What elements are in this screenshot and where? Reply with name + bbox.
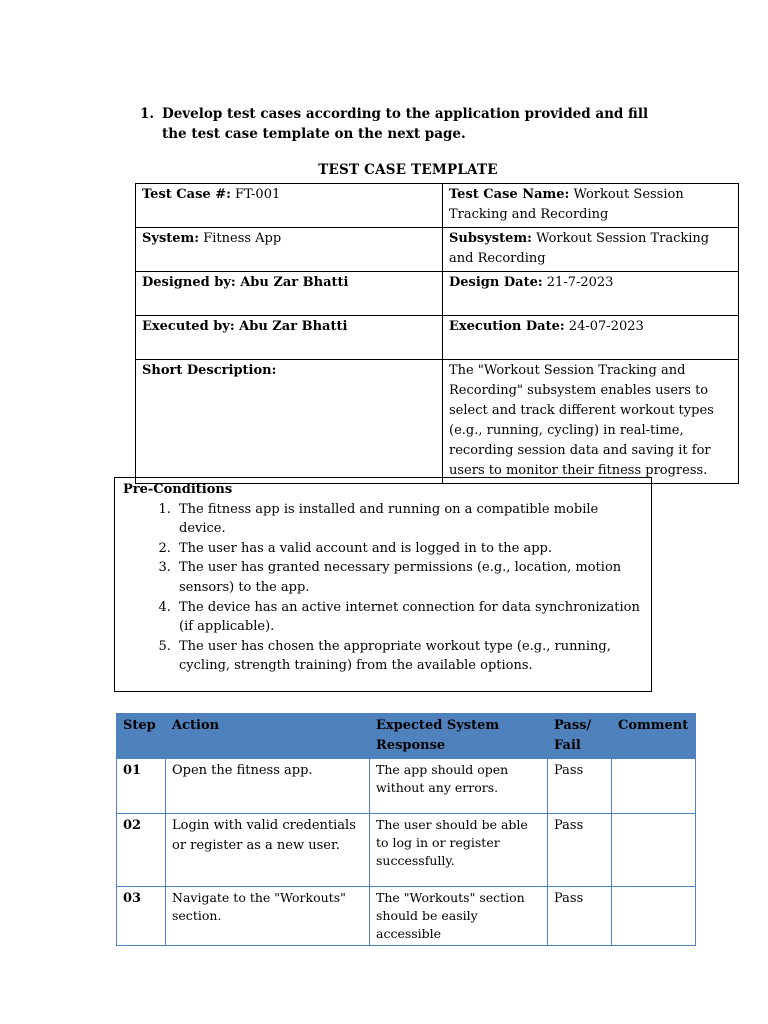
header-comment: Comment [612,714,696,759]
steps-table [116,713,696,946]
step-result: Pass [548,814,612,887]
instruction [140,104,680,144]
test-case-id-label: Test Case #: [142,187,231,202]
system-label: System: [142,231,200,246]
step-action: Open the fitness app. [166,759,370,814]
table-row [136,316,739,360]
executed-by-cell [136,316,443,360]
instruction-text: Develop test cases according to the application provided and fill the test case template on the next page. [162,106,649,142]
system-cell [136,228,443,272]
test-case-name-cell [443,184,739,228]
table-row [136,184,739,228]
execution-date-cell [443,316,739,360]
step-result: Pass [548,759,612,814]
subsystem-value: Workout Session Tracking and Recording [449,231,710,266]
step-expected: The app should open without any errors. [370,759,548,814]
step-expected: The user should be able to log in or register successfully. [370,814,548,887]
list-item: 5. The user has chosen the appropriate workout type (e.g., running, cycling, strength training) from the available options. [175,637,643,676]
step-comment [612,759,696,814]
step-number: 01 [117,759,166,814]
table-row [117,759,696,814]
short-description-value-cell [443,360,739,484]
test-case-name-label: Test Case Name: [449,187,570,202]
header-expected: Expected System Response [370,714,548,759]
preconditions-title: Pre-Conditions [123,482,233,497]
subsystem-label: Subsystem: [449,231,532,246]
list-item: 4. The device has an active internet connection for data synchronization (if applicable). [175,598,643,637]
step-number: 02 [117,814,166,887]
step-action: Navigate to the "Workouts" section. [166,887,370,946]
list-item: 1. The fitness app is installed and running on a compatible mobile device. [175,500,643,539]
test-case-id-value: FT-001 [230,187,281,202]
preconditions-list [123,500,643,676]
steps-header-row [117,714,696,759]
table-row [117,887,696,946]
design-date-cell [443,272,739,316]
subsystem-cell [443,228,739,272]
table-row [136,272,739,316]
short-description-value: The "Workout Session Tracking and Recording" subsystem enables users to select and track different workout types (e.g., running, cycling) in real-time, recording session data and saving it for users to monitor their fitness progress. [449,363,714,478]
step-result: Pass [548,887,612,946]
test-case-id-cell [136,184,443,228]
designed-by-cell [136,272,443,316]
step-comment [612,814,696,887]
header-action: Action [166,714,370,759]
list-item: 3. The user has granted necessary permissions (e.g., location, motion sensors) to the app. [175,558,643,597]
step-action: Login with valid credentials or register as a new user. [166,814,370,887]
short-description-label: Short Description: [142,363,277,378]
step-expected: The "Workouts" section should be easily accessible [370,887,548,946]
header-pass-fail: Pass/ Fail [548,714,612,759]
table-row [136,228,739,272]
design-date-value: 21-7-2023 [542,275,614,290]
step-comment [612,887,696,946]
test-case-table [135,183,739,484]
test-case-name-value: Workout Session Tracking and Recording [449,187,684,222]
system-value: Fitness App [199,231,282,246]
preconditions-box [114,477,652,692]
short-description-label-cell [136,360,443,484]
table-row [136,360,739,484]
template-title: TEST CASE TEMPLATE [318,162,498,178]
list-item: 2. The user has a valid account and is logged in to the app. [175,539,643,559]
design-date-label: Design Date: [449,275,543,290]
designed-by-label: Designed by: Abu Zar Bhatti [142,275,349,290]
executed-by-label: Executed by: Abu Zar Bhatti [142,319,348,334]
table-row [117,814,696,887]
execution-date-value: 24-07-2023 [564,319,644,334]
step-number: 03 [117,887,166,946]
execution-date-label: Execution Date: [449,319,565,334]
instruction-number: 1. [140,106,155,122]
header-step: Step [117,714,166,759]
